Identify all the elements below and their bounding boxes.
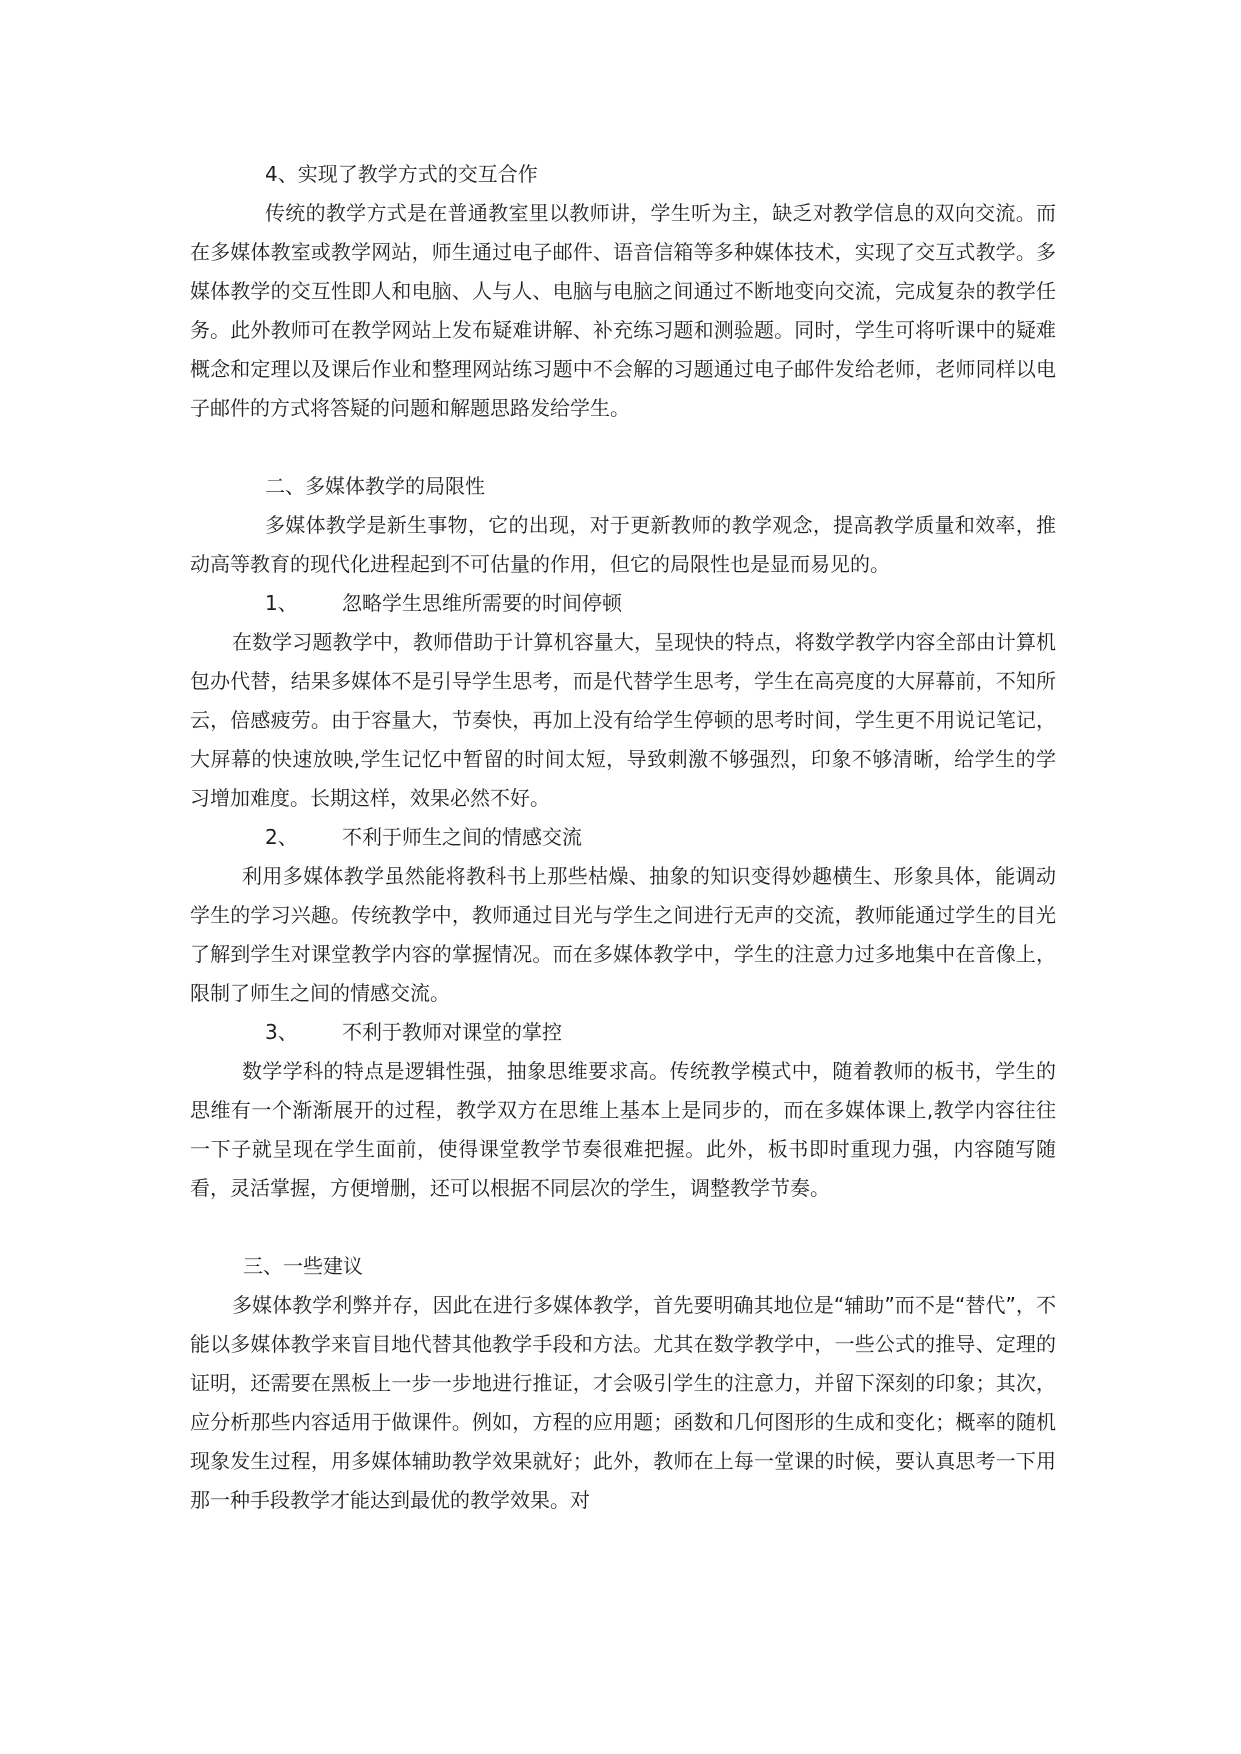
part-2-intro-paragraph: 多媒体教学是新生事物，它的出现，对于更新教师的教学观念，提高教学质量和效率，推动高等教育的现代化进程起到不可估量的作用，但它的局限性也是显而易见的。 [190, 513, 1056, 576]
part-3-heading: 三、一些建议 [243, 1254, 363, 1278]
item-2-heading [190, 818, 1056, 857]
item-2-number: 2、 [265, 825, 298, 849]
part-2-heading: 二、多媒体教学的局限性 [265, 474, 485, 498]
item-1-heading [190, 584, 1056, 623]
item-2-paragraph: 利用多媒体教学虽然能将教科书上那些枯燥、抽象的知识变得妙趣横生、形象具体，能调动学生的学习兴趣。传统教学中，教师通过目光与学生之间进行无声的交流，教师能通过学生的目光了解到学生对课堂教学内容的掌握情况。而在多媒体教学中，学生的注意力过多地集中在音像上，限制了师生之间的情感交流。 [190, 864, 1056, 1005]
item-1-paragraph: 在数学习题教学中，教师借助于计算机容量大，呈现快的特点，将数学教学内容全部由计算机包办代替，结果多媒体不是引导学生思考，而是代替学生思考，学生在高亮度的大屏幕前，不知所云，倍感疲劳。由于容量大，节奏快，再加上没有给学生停顿的思考时间，学生更不用说记笔记，大屏幕的快速放映,学生记忆中暂留的时间太短，导致刺激不够强烈，印象不够清晰，给学生的学习增加难度。长期这样，效果必然不好。 [190, 630, 1056, 810]
document-body [190, 155, 1056, 1520]
item-2-title: 不利于师生之间的情感交流 [342, 825, 582, 849]
item-1-title: 忽略学生思维所需要的时间停顿 [342, 591, 622, 615]
section-4-heading: 4、实现了教学方式的交互合作 [265, 162, 538, 186]
spacer [190, 1208, 1056, 1247]
section-4-paragraph: 传统的教学方式是在普通教室里以教师讲，学生听为主，缺乏对教学信息的双向交流。而在多媒体教室或教学网站，师生通过电子邮件、语音信箱等多种媒体技术，实现了交互式教学。多媒体教学的交互性即人和电脑、人与人、电脑与电脑之间通过不断地变向交流，完成复杂的教学任务。此外教师可在教学网站上发布疑难讲解、补充练习题和测验题。同时，学生可将听课中的疑难概念和定理以及课后作业和整理网站练习题中不会解的习题通过电子邮件发给老师，老师同样以电子邮件的方式将答疑的问题和解题思路发给学生。 [190, 201, 1056, 420]
item-3-heading [190, 1013, 1056, 1052]
item-1-number: 1、 [265, 591, 298, 615]
item-3-title: 不利于教师对课堂的掌控 [342, 1020, 562, 1044]
spacer [190, 428, 1056, 467]
item-3-paragraph: 数学学科的特点是逻辑性强，抽象思维要求高。传统教学模式中，随着教师的板书，学生的思维有一个渐渐展开的过程，教学双方在思维上基本上是同步的，而在多媒体课上,教学内容往往一下子就呈现在学生面前，使得课堂教学节奏很难把握。此外，板书即时重现力强，内容随写随看，灵活掌握，方便增删，还可以根据不同层次的学生，调整教学节奏。 [190, 1059, 1056, 1200]
part-3-paragraph: 多媒体教学利弊并存，因此在进行多媒体教学，首先要明确其地位是“辅助”而不是“替代”，不能以多媒体教学来盲目地代替其他教学手段和方法。尤其在数学教学中，一些公式的推导、定理的证明，还需要在黑板上一步一步地进行推证，才会吸引学生的注意力，并留下深刻的印象；其次，应分析那些内容适用于做课件。例如，方程的应用题；函数和几何图形的生成和变化；概率的随机现象发生过程，用多媒体辅助教学效果就好；此外，教师在上每一堂课的时候，要认真思考一下用那一种手段教学才能达到最优的教学效果。对 [190, 1293, 1056, 1512]
item-3-number: 3、 [265, 1020, 298, 1044]
